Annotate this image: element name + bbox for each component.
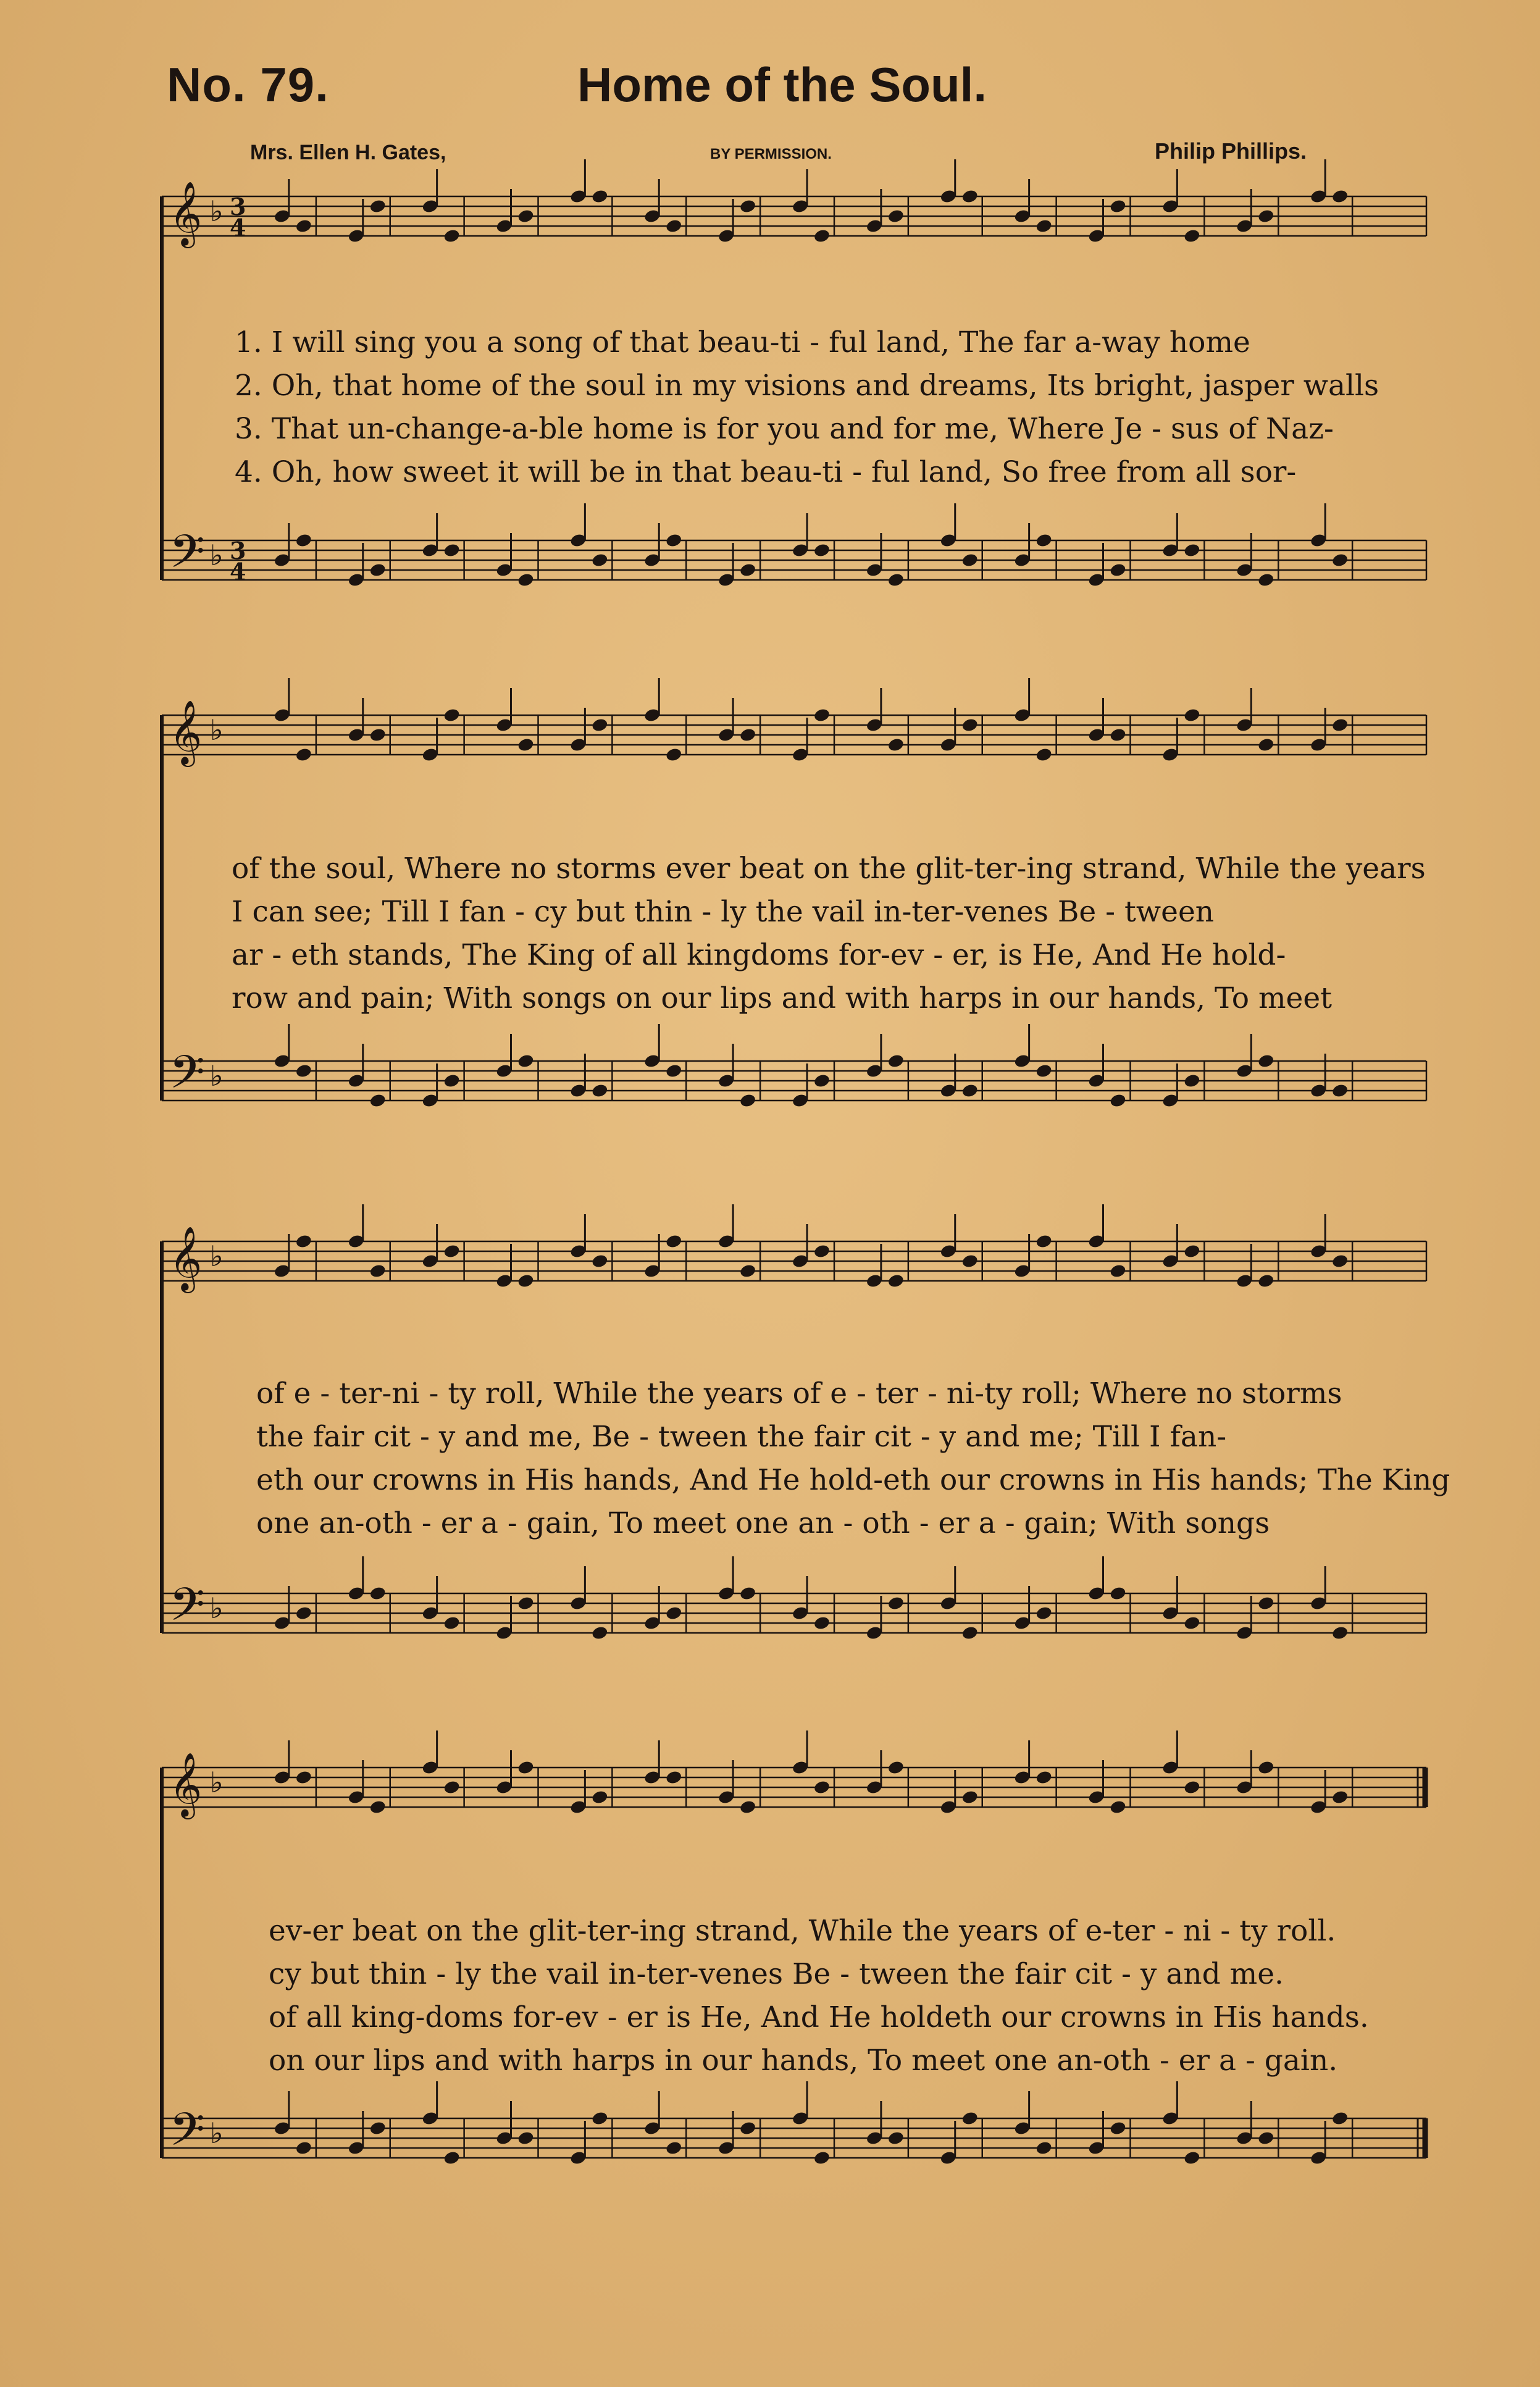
note-head <box>443 707 461 723</box>
note-head <box>1109 1263 1127 1278</box>
note-head <box>591 1253 609 1269</box>
note-head <box>1257 2130 1275 2146</box>
note-head <box>443 542 461 558</box>
key-signature-flat: ♭ <box>210 1059 224 1093</box>
lyrics-block-4 <box>269 1910 1460 2083</box>
note-head <box>295 2140 313 2155</box>
note-head <box>443 1243 461 1259</box>
note-head <box>887 1760 905 1775</box>
key-signature-flat: ♭ <box>210 195 224 228</box>
note-head <box>1257 1273 1275 1288</box>
hymn-title: Home of the Soul. <box>577 57 987 112</box>
note-head <box>369 1799 387 1814</box>
lyric-line: ev-er beat on the glit-ter-ing strand, While the years of e-ter - ni - ty roll. <box>269 1914 1336 1948</box>
lyric-line: 1. I will sing you a song of that beau-ti - ful land, The far a-way home <box>235 325 1250 359</box>
note-head <box>665 218 683 233</box>
treble-clef: 𝄞 <box>169 1226 203 1291</box>
note-head <box>295 1605 313 1621</box>
note-head <box>295 1063 313 1078</box>
note-head <box>591 1789 609 1805</box>
note-head <box>813 228 831 243</box>
lyric-line: the fair cit - y and me, Be - tween the fair cit - y and me; Till I fan- <box>256 1420 1227 1454</box>
note-head <box>739 198 757 214</box>
note-head <box>1183 1779 1201 1795</box>
note-head <box>443 1073 461 1088</box>
note-head <box>1331 2110 1349 2126</box>
note-head <box>739 1585 757 1601</box>
lyric-line: ar - eth stands, The King of all kingdoms for-ev - er, is He, And He hold- <box>232 938 1286 972</box>
note-head <box>1109 1093 1127 1108</box>
note-head <box>591 1083 609 1098</box>
lyric-line: on our lips and with harps in our hands, To meet one an-oth - er a - gain. <box>269 2044 1338 2078</box>
note-head <box>1109 1799 1127 1814</box>
lyric-line: I can see; Till I fan - cy but thin - ly the vail in-ter-venes Be - tween <box>232 895 1215 929</box>
note-head <box>369 2120 387 2136</box>
lyrics-block-3 <box>256 1372 1448 1545</box>
lyric-line: of the soul, Where no storms ever beat on the glit-ter-ing strand, While the years <box>232 852 1426 886</box>
note-head <box>1331 188 1349 204</box>
note-head <box>1331 1625 1349 1640</box>
bass-clef: 𝄢 <box>169 525 205 590</box>
permission-note: BY PERMISSION. <box>710 146 832 162</box>
note-head <box>665 747 683 762</box>
note-head <box>1183 542 1201 558</box>
note-head <box>813 1615 831 1630</box>
note-head <box>295 747 313 762</box>
note-head <box>295 532 313 548</box>
bass-clef: 𝄢 <box>169 2103 205 2168</box>
note-head <box>517 572 535 587</box>
note-head <box>1257 737 1275 752</box>
note-head <box>961 552 979 568</box>
note-head <box>813 1779 831 1795</box>
key-signature-flat: ♭ <box>210 713 224 747</box>
lyric-line: of all king-doms for-ev - er is He, And He holdeth our crowns in His hands. <box>269 2000 1369 2034</box>
note-head <box>369 562 387 577</box>
note-head <box>1109 2120 1127 2136</box>
note-head <box>1035 218 1053 233</box>
note-head <box>1035 1605 1053 1621</box>
treble-clef: 𝄞 <box>169 1752 203 1817</box>
lyric-line: 3. That un-change-a-ble home is for you and for me, Where Je - sus of Naz- <box>235 412 1334 446</box>
note-head <box>443 1615 461 1630</box>
note-head <box>443 2150 461 2165</box>
note-head <box>1183 1073 1201 1088</box>
lyric-line: row and pain; With songs on our lips and with harps in our hands, To meet <box>232 981 1333 1015</box>
note-head <box>961 2110 979 2126</box>
lyrics-block-1 <box>235 321 1426 494</box>
note-head <box>887 2130 905 2146</box>
note-head <box>887 1595 905 1611</box>
note-head <box>1257 1053 1275 1068</box>
note-head <box>961 1625 979 1640</box>
note-head <box>1109 727 1127 742</box>
note-head <box>813 707 831 723</box>
note-head <box>295 218 313 233</box>
note-head <box>665 2140 683 2155</box>
note-head <box>739 727 757 742</box>
key-signature-flat: ♭ <box>210 1766 224 1799</box>
note-head <box>665 1605 683 1621</box>
note-head <box>1109 198 1127 214</box>
note-head <box>517 1053 535 1068</box>
note-head <box>517 1273 535 1288</box>
note-head <box>739 1093 757 1108</box>
note-head <box>1035 1233 1053 1249</box>
note-head <box>665 1769 683 1785</box>
lyric-line: one an-oth - er a - gain, To meet one an - oth - er a - gain; With songs <box>256 1506 1270 1540</box>
note-head <box>739 1799 757 1814</box>
note-head <box>369 727 387 742</box>
note-head <box>961 717 979 732</box>
note-head <box>887 208 905 224</box>
note-head <box>591 1625 609 1640</box>
note-head <box>1035 747 1053 762</box>
note-head <box>1183 2150 1201 2165</box>
key-signature-flat: ♭ <box>210 1240 224 1273</box>
note-head <box>517 737 535 752</box>
time-signature-top: 3 <box>230 537 246 564</box>
author-credit: Mrs. Ellen H. Gates, <box>250 141 446 164</box>
note-head <box>739 562 757 577</box>
note-head <box>1035 1769 1053 1785</box>
note-head <box>1183 1615 1201 1630</box>
note-head <box>739 2120 757 2136</box>
lyrics-block-2 <box>232 847 1426 1020</box>
note-head <box>1331 1253 1349 1269</box>
note-head <box>961 1789 979 1805</box>
note-head <box>665 1233 683 1249</box>
note-head <box>887 572 905 587</box>
note-head <box>369 1093 387 1108</box>
key-signature-flat: ♭ <box>210 1592 224 1625</box>
note-head <box>591 188 609 204</box>
note-head <box>1331 552 1349 568</box>
note-head <box>1257 208 1275 224</box>
note-head <box>665 1063 683 1078</box>
note-head <box>591 552 609 568</box>
note-head <box>517 208 535 224</box>
bass-clef: 𝄢 <box>169 1578 205 1643</box>
lyric-line: of e - ter-ni - ty roll, While the years of e - ter - ni-ty roll; Where no storms <box>256 1377 1342 1411</box>
note-head <box>961 1083 979 1098</box>
key-signature-flat: ♭ <box>210 539 224 572</box>
note-head <box>887 1053 905 1068</box>
note-head <box>665 532 683 548</box>
note-head <box>517 2130 535 2146</box>
note-head <box>887 737 905 752</box>
note-head <box>1035 2140 1053 2155</box>
composer-credit: Philip Phillips. <box>1155 138 1307 164</box>
note-head <box>369 1263 387 1278</box>
lyric-line: cy but thin - ly the vail in-ter-venes Be - tween the fair cit - y and me. <box>269 1957 1284 1991</box>
note-head <box>813 1243 831 1259</box>
note-head <box>887 1273 905 1288</box>
note-head <box>1183 707 1201 723</box>
note-head <box>443 228 461 243</box>
note-head <box>517 1760 535 1775</box>
note-head <box>591 2110 609 2126</box>
note-head <box>1035 532 1053 548</box>
bass-clef: 𝄢 <box>169 1046 205 1110</box>
treble-clef: 𝄞 <box>169 181 203 246</box>
key-signature-flat: ♭ <box>210 2116 224 2150</box>
note-head <box>813 2150 831 2165</box>
note-head <box>443 1779 461 1795</box>
note-head <box>295 1233 313 1249</box>
note-head <box>1331 717 1349 732</box>
treble-clef: 𝄞 <box>169 700 203 765</box>
hymn-number: No. 79. <box>167 57 329 112</box>
note-head <box>961 188 979 204</box>
note-head <box>1331 1083 1349 1098</box>
note-head <box>813 1073 831 1088</box>
note-head <box>295 1769 313 1785</box>
note-head <box>1183 228 1201 243</box>
note-head <box>1331 1789 1349 1805</box>
lyric-line: 2. Oh, that home of the soul in my visions and dreams, Its bright, jasper walls <box>235 369 1379 403</box>
time-signature-bottom: 4 <box>230 214 246 241</box>
note-head <box>961 1253 979 1269</box>
note-head <box>1257 1760 1275 1775</box>
lyric-line: eth our crowns in His hands, And He hold-eth our crowns in His hands; The King <box>256 1463 1450 1497</box>
note-head <box>369 1585 387 1601</box>
note-head <box>1035 1063 1053 1078</box>
note-head <box>1109 562 1127 577</box>
time-signature-bottom: 4 <box>230 558 246 585</box>
note-head <box>1109 1585 1127 1601</box>
time-signature-top: 3 <box>230 193 246 220</box>
note-head <box>517 1595 535 1611</box>
note-head <box>739 1263 757 1278</box>
note-head <box>813 542 831 558</box>
lyric-line: 4. Oh, how sweet it will be in that beau-ti - ful land, So free from all sor- <box>235 455 1297 489</box>
note-head <box>591 717 609 732</box>
note-head <box>369 198 387 214</box>
note-head <box>1257 572 1275 587</box>
note-head <box>1183 1243 1201 1259</box>
note-head <box>1257 1595 1275 1611</box>
